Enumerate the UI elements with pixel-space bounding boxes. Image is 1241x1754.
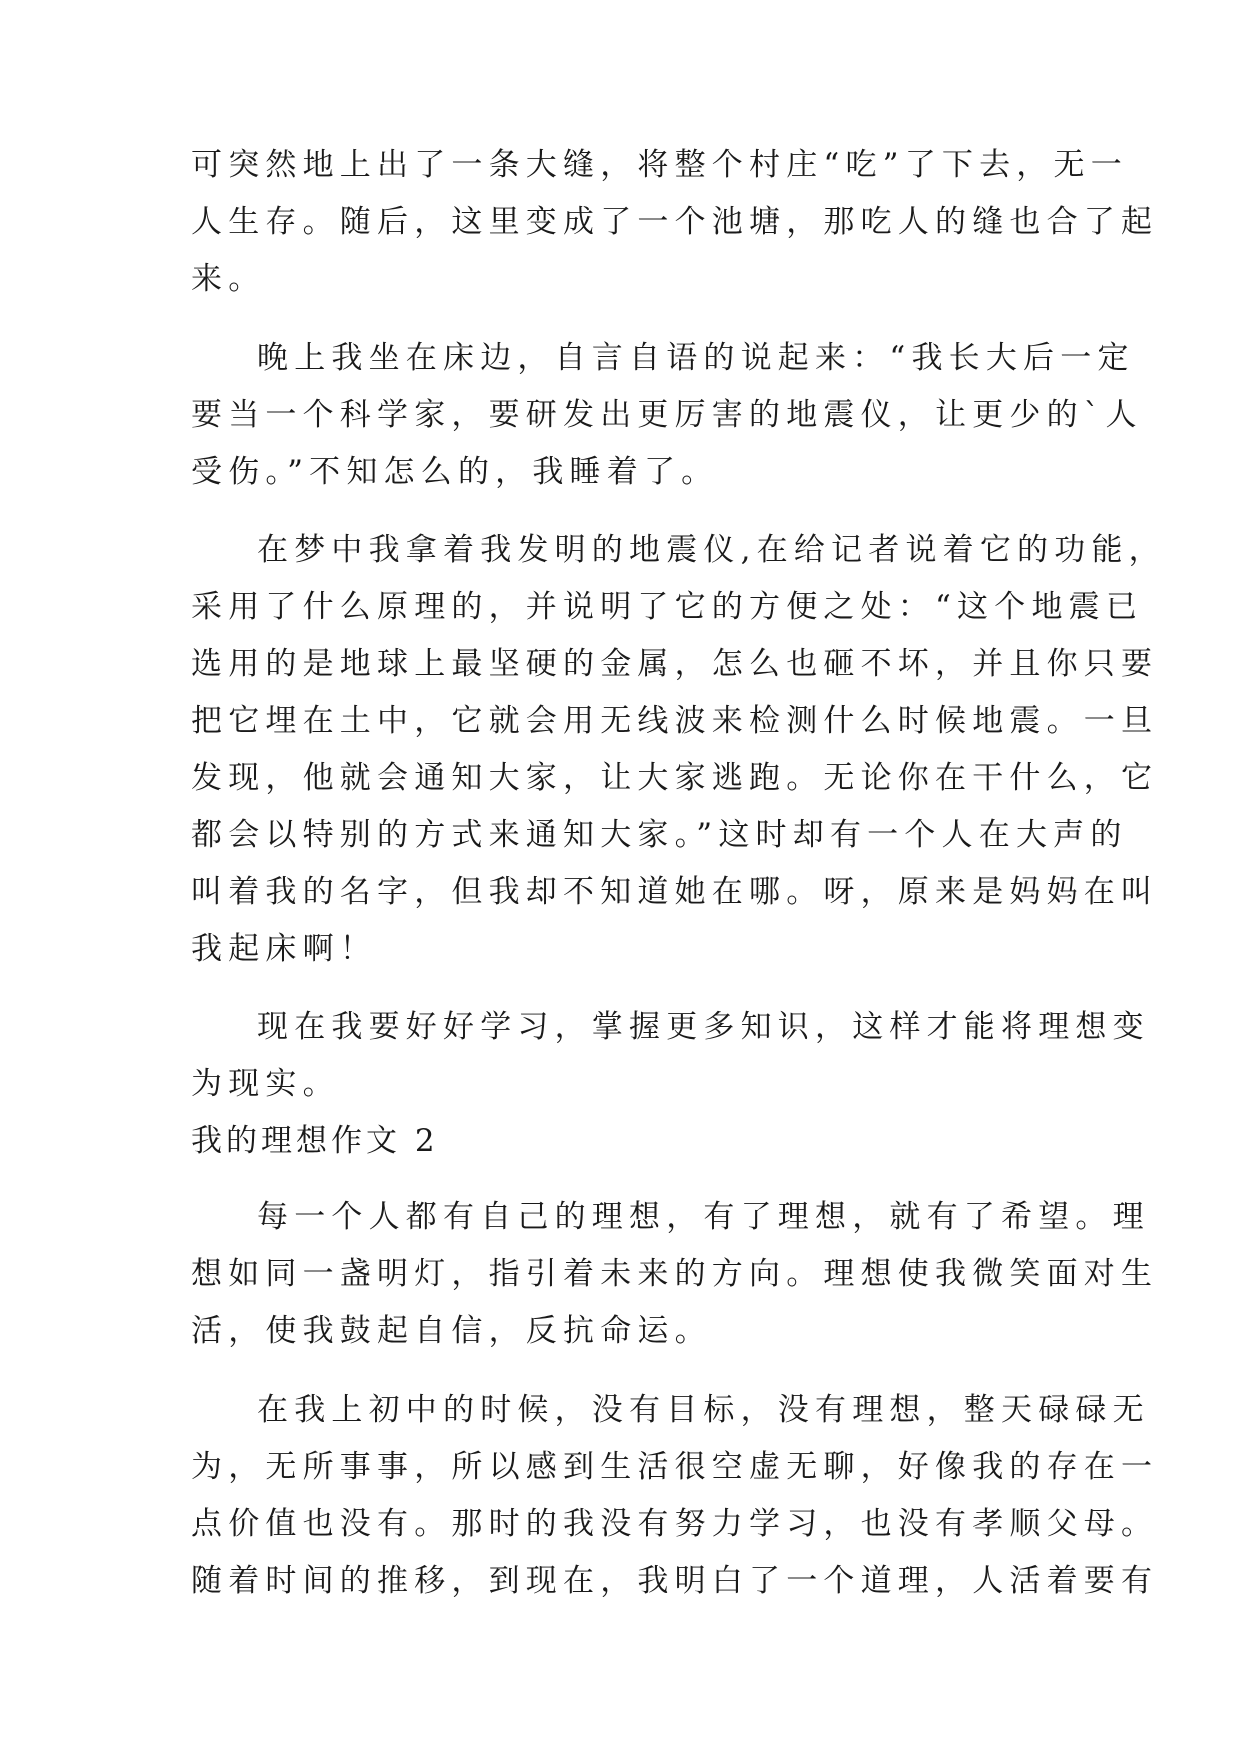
text-line: 发现，他就会通知大家，让大家逃跑。无论你在干什么，它 <box>191 760 1159 796</box>
text-line: 为现实。 <box>191 1066 340 1102</box>
text-line: 把它埋在土中，它就会用无线波来检测什么时候地震。一旦 <box>191 703 1159 739</box>
paragraph-first-line: 在我上初中的时候，没有目标，没有理想，整天碌碌无 <box>257 1392 1150 1428</box>
text-line: 随着时间的推移，到现在，我明白了一个道理，人活着要有 <box>191 1563 1159 1599</box>
text-line: 人生存。随后，这里变成了一个池塘，那吃人的缝也合了起 <box>191 204 1159 240</box>
text-line: 想如同一盏明灯，指引着未来的方向。理想使我微笑面对生 <box>191 1256 1159 1292</box>
text-line: 活，使我鼓起自信，反抗命运。 <box>191 1313 712 1349</box>
text-line: 来。 <box>191 261 266 297</box>
text-line: 选用的是地球上最坚硬的金属，怎么也砸不坏，并且你只要 <box>191 646 1159 682</box>
section-heading: 我的理想作文 2 <box>191 1123 439 1159</box>
text-line: 可突然地上出了一条大缝，将整个村庄“吃”了下去，无一 <box>191 147 1128 183</box>
text-line: 点价值也没有。那时的我没有努力学习，也没有孝顺父母。 <box>191 1506 1159 1542</box>
paragraph-first-line: 现在我要好好学习，掌握更多知识，这样才能将理想变 <box>257 1009 1150 1045</box>
text-line: 受伤。”不知怎么的，我睡着了。 <box>191 454 719 490</box>
paragraph-first-line: 每一个人都有自己的理想，有了理想，就有了希望。理 <box>257 1199 1150 1235</box>
text-line: 我起床啊！ <box>191 931 377 967</box>
text-line: 叫着我的名字，但我却不知道她在哪。呀，原来是妈妈在叫 <box>191 874 1159 910</box>
paragraph-first-line: 晚上我坐在床边，自言自语的说起来：“我长大后一定 <box>257 340 1135 376</box>
text-line: 采用了什么原理的，并说明了它的方便之处：“这个地震已 <box>191 589 1144 625</box>
paragraph-first-line: 在梦中我拿着我发明的地震仪,在给记者说着它的功能， <box>257 532 1166 568</box>
text-line: 都会以特别的方式来通知大家。”这时却有一个人在大声的 <box>191 817 1128 853</box>
text-line: 要当一个科学家，要研发出更厉害的地震仪，让更少的`人 <box>191 397 1143 433</box>
text-line: 为，无所事事，所以感到生活很空虚无聊，好像我的存在一 <box>191 1449 1159 1485</box>
